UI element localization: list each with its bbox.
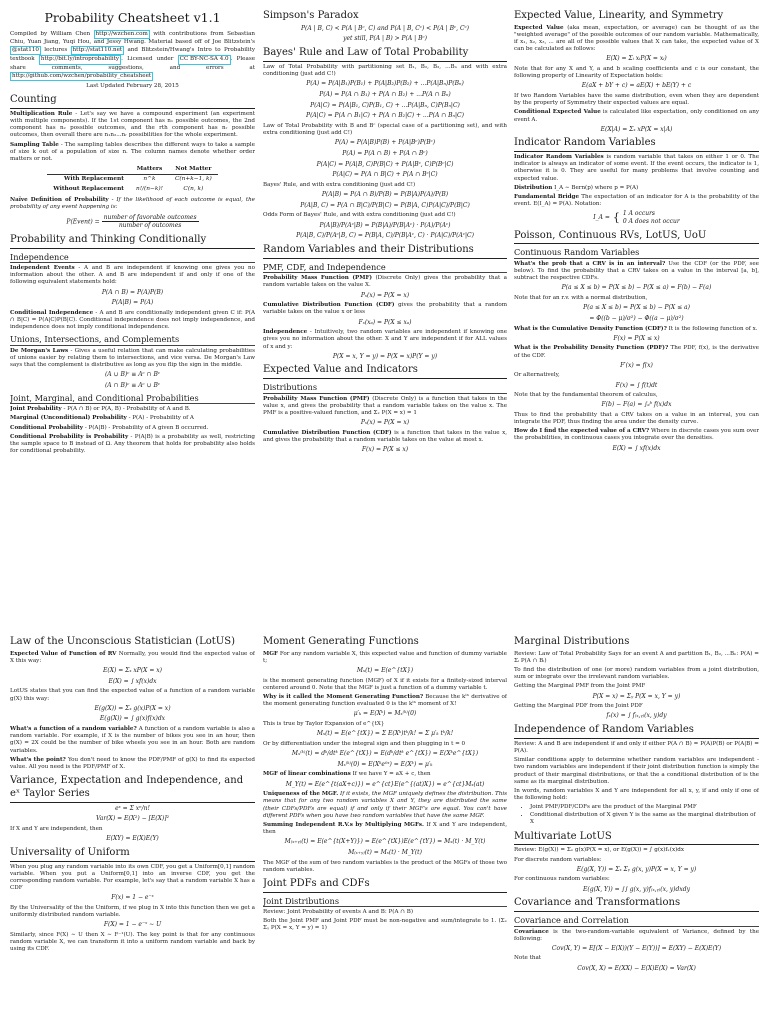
- indep-rv-text-2: Similar conditions apply to determine whether random variables are independent - two random variables are independent if their joint distribution function is simply the product of their marginal distributions, or that the a conditional distribution of is the same as its marginal distribution.: [514, 757, 759, 785]
- crv-eq-3: = Φ((b − μ)/σ²) − Φ((a − μ)/σ²): [589, 314, 684, 322]
- rv-independence: Independence - Intuitively, two random variables are independent if knowing one gives you no information about the other. X and Y are independent if for ALL values of x and y:: [263, 329, 507, 350]
- cov-eq-1: Cov(X, Y) = E[(X − E(X))(Y − E(Y))] = E(XY) − E(X)E(Y): [551, 944, 722, 952]
- section-universality: Universality of Uniform: [10, 847, 255, 862]
- credits: Compiled by William Chen http://wzchen.com with contributions from Sebastian Chiu, Yuan Jiang, Yuqi Hou, and Jessy Hwang. Material based off of Joe Blitzstein's @stat110 lectures http://stat110.net and Blitzstein/Hwang's Intro to Probability textbook http://bit.ly/introprobability . Licensed under CC BY-NC-SA 4.0 . Please share comments, suggestions, and errors at http://github.com/wzchen/probability_cheatsheet: [10, 30, 255, 81]
- column-bottom-middle: [263, 632, 507, 1020]
- marginal-eq-2: fₓ(x) = ∫ f₍ₓ,ᵧ₎(x, y)dy: [606, 712, 667, 720]
- crv-eq-6: F(x) = ∫ f(t)dt: [615, 381, 658, 389]
- subsection-distributions: Distributions: [263, 382, 507, 394]
- mgf-uniqueness: Uniqueness of the MGF. If it exists, the MGF uniquely defines the distribution. This means that for any two random variables X and Y, they are distributed the same (their CDFs/PDFs are equal) if and only if their MGF's are equal. You can't have different PDFs when you have two random variables that have the same MGF.: [263, 791, 507, 819]
- cdf-eq-2: F(x) = P(X ≤ x): [361, 446, 409, 454]
- lotus-point: What's the point? You don't need to know the PDF/PMF of g(X) to find its expected value. All you need is the PDF/PMF of X.: [10, 756, 255, 770]
- section-lotus: Law of the Unconscious Statistician (LotUS): [10, 636, 235, 647]
- lotus-eq-2: E(X) = ∫ xf(x)dx: [108, 677, 157, 685]
- indep-rv-text-1: Review: A and B are independent if and only if either P(A ∩ B) = P(A)P(B) or P(A|B) = P(A).: [514, 740, 759, 755]
- crv-eq-5: F′(x) = f(x): [620, 361, 653, 369]
- variance-eq-3: E(XY) = E(X)E(Y): [106, 835, 159, 843]
- sampling-table-desc: Sampling Table - The sampling tables describes the different ways to take a sample of size k out of a population of size n. The column names denote whether order matters or not.: [10, 141, 255, 162]
- section-mv-lotus: Multivariate LotUS: [514, 831, 759, 846]
- link-stat110-twitter[interactable]: @stat110: [10, 46, 41, 55]
- normal-note: Note that for an r.v. with a normal distribution,: [514, 295, 648, 302]
- odds-eq-1: P(A|B)/P(Aᶜ|B) = P(B|A)/P(B|Aᶜ) · P(A)/P(Aᶜ): [319, 221, 451, 229]
- mgf-eq-5: Mₓ⁽ᵏ⁾(0) = E(Xᵏe⁰ˣ) = E(Xᵏ) = μ′ₖ: [337, 760, 433, 768]
- subsection-pmf-cdf: PMF, CDF, and Independence: [263, 262, 507, 274]
- lotus-statement: LotUS states that you can find the expected value of a function of a random variable g(X) this way:: [10, 688, 255, 702]
- subsection-cov-corr: Covariance and Correlation: [514, 915, 759, 927]
- mgf-eq-7: M₍ₓ₊ᵧ₎(t) = E(e^{t(X+Y)}) = E(e^{tX})E(e^{tY}) = Mₓ(t) · M_Y(t): [284, 838, 486, 846]
- link-license[interactable]: CC BY-NC-SA 4.0: [178, 55, 231, 64]
- conditional-independence: Conditional Independence - A and B are conditionally independent given C if: P(A ∩ B|C) = P(A|C)P(B|C). Conditional independence does not imply independence, and independence does not imply conditional independence.: [10, 309, 255, 331]
- joint-probability: Joint Probability - P(A ∩ B) or P(A, B) - Probability of A and B.: [10, 406, 191, 413]
- crv-ev-q: How do I find the expected value of a CRV? Where in discrete cases you sum over the probabilities, in continuous cases you integrate over the densities.: [514, 428, 759, 442]
- uniform-text-2: By the Universality of the the Uniform, if we plug in X into this function then we get a uniformly distributed random variable.: [10, 904, 255, 919]
- bayes-eq-2: P(A|B, C) = P(A ∩ B|C)/P(B|C) = P(B|A, C)P(A|C)/P(B|C): [300, 201, 470, 209]
- ftc-text: Note that by the fundamental theorem of calculus,: [514, 392, 658, 399]
- linearity-text: Note that for any X and Y, a and b scaling coefficients and c is our constant, the following property of Linearity of Expectation holds:: [514, 66, 759, 80]
- ltp-eq: P(A) = P(A|B₁)P(B₁) + P(A|B₂)P(B₂) + ...P(A|Bₙ)P(Bₙ): [306, 80, 464, 88]
- cond-prob-is-prob: Conditional Probability is Probability - P(A|B) is a probability as well, restricting the sample space to B instead of Ω. Any theorem that holds for probability also holds for conditional probability.: [10, 433, 255, 455]
- alt-text: Or alternatively,: [514, 372, 560, 379]
- link-github[interactable]: http://github.com/wzchen/probability_cheatsheet: [10, 72, 153, 81]
- indep-rv-text-3: In words, random variables X and Y are independent for all x, y, if and only if one of the following hold:: [514, 787, 759, 801]
- section-prob-conditional: Probability and Thinking Conditionally: [10, 234, 255, 249]
- table-row: Without Replacement n!/(n−k)! C(n, k): [53, 185, 204, 192]
- subsection-joint-marginal: Joint, Marginal, and Conditional Probabilities: [10, 393, 255, 405]
- cdf-eq: Fₓ(xₐ) = P(X ≤ xₐ): [358, 318, 412, 326]
- marginal-text-1: Review: Law of Total Probability Says for an event A and partition B₁, B₂, ...Bₙ: P(A) = Σᵢ P(A ∩ Bᵢ): [514, 650, 759, 664]
- ltp-desc: Law of Total Probability with partitioning set B₁, B₂, B₃, ...Bₙ and with extra conditioning (just add C!): [263, 63, 507, 78]
- ltp2-eq: P(A) = P(A ∩ B) + P(A ∩ Bᶜ): [342, 149, 428, 157]
- indicator-distribution: Distribution I_A ∼ Bern(p) where p = P(A): [514, 184, 639, 191]
- variance-eq-2: Var(X) = E(X²) − [E(X)]²: [95, 815, 170, 823]
- mgf-eq-2: μ′ₖ = E(Xᵏ) = Mₓ⁽ᵏ⁾(0): [353, 710, 417, 718]
- uniform-text-3: Similarly, since F(X) ∼ U then X ∼ F⁻¹(U). The key point is that for any continuous random variable X, we can transform it into a uniform random variable and back by using its CDF.: [10, 931, 255, 953]
- odds-desc: Odds Form of Bayes' Rule, and with extra conditioning (just add C!): [263, 212, 456, 219]
- crv-eq-4: F(x) = P(X ≤ x): [613, 334, 660, 342]
- mv-lotus-eq-1: E(g(X, Y)) = Σₓ Σᵧ g(x, y)P(X = x, Y = y): [576, 865, 697, 873]
- mgf-text-2: is the moment generating function (MGF) of X if it exists for a finitely-sized interval centered around 0. Note that the MGF is just a function of a dummy variable t.: [263, 677, 507, 691]
- simpson-eq-2: yet still, P(A | B) > P(A | Bᶜ): [343, 35, 427, 43]
- crv-eq-1: P(a ≤ X ≤ b) = P(X ≤ b) − P(X ≤ a) = F(b) − F(a): [561, 284, 712, 292]
- ltp2-eq: P(A|C) = P(A|B, C)P(B|C) + P(A|Bᶜ, C)P(Bᶜ|C): [316, 160, 454, 168]
- function-of-rv: What's a function of a random variable? A function of a random variable is also a random variable. For example, if X is the number of bikes you see in an hour, then g(X) = 2X could be the number of bike wheels you see in an hour. Both are random variables.: [10, 726, 255, 754]
- marginal-text-3: Getting the Marginal PMF from the Joint PMF: [514, 683, 646, 690]
- cov-eq-2: Cov(X, X) = E(XX) − E(X)E(X) = Var(X): [577, 964, 696, 972]
- section-variance: Variance, Expectation and Independence, and eˣ Taylor Series: [10, 775, 255, 803]
- marginal-text-4: Getting the Marginal PDF from the Joint PDF: [514, 703, 643, 710]
- page-title: Probability Cheatsheet v1.1: [44, 10, 221, 25]
- covariance-def: Covariance is the two-random-variable equivalent of Variance, defined by the following:: [514, 928, 759, 942]
- mgf-eq-4: Mₓ⁽ᵏ⁾(t) = dᵏ/dtᵏ E(e^{tX}) = E(dᵏ/dtᵏ e^{tX}) = E(Xᵏe^{tX}): [291, 750, 479, 758]
- lotus-eq-3: E(g(X)) = Σₓ g(x)P(X = x): [94, 704, 171, 712]
- naive-formula: P(Event) = $\frac{\text{number of favorable outcomes}}{\text{number of outcomes}}$: [66, 213, 197, 230]
- cov-note: Note that: [514, 955, 542, 962]
- section-covariance: Covariance and Transformations: [514, 897, 759, 912]
- cdf-q: What is the Cumulative Density Function (CDF)? It is the following function of x.: [514, 325, 758, 332]
- odds-eq-2: P(A|B, C)/P(Aᶜ|B, C) = P(B|A, C)/P(B|Aᶜ, C) · P(A|C)/P(Aᶜ|C): [296, 232, 474, 240]
- section-marginal: Marginal Distributions: [514, 636, 630, 647]
- pdf-q: What is the Probability Density Function (PDF)? The PDF, f(x), is the derivative of the CDF.: [514, 345, 759, 359]
- uniform-text-1: When you plug any random variable into its own CDF, you get a Uniform[0,1] random variable. When you put a Uniform[0,1] into an inverse CDF, you get the corresponding random variable. For example, let's say that a random variable X has a CDF: [10, 863, 255, 892]
- cdf-def: Cumulative Distribution Function (CDF) gives the probability that a random variable takes on the value x or less: [263, 302, 507, 316]
- independent-events: Independent Events - A and B are independent if knowing one gives you no information about the other. A and B are independent if and only if one of the following equivalent statements hold:: [10, 265, 255, 286]
- marginal-text-2: To find the distribution of one (or more) random variables from a joint distribution, sum or integrate over the irrelevant random variables.: [514, 667, 759, 681]
- mgf-sum: Summing Independent R.V.s by Multiplying MGFs. If X and Y are independent, then: [263, 821, 507, 836]
- table-row: With Replacement n^k C(n+k−1, k): [63, 176, 212, 183]
- mv-lotus-text-1: Review: E(g(X)) = Σₓ g(x)P(X = x), or E(g(X)) = ∫ g(x)fₓ(x)dx: [514, 847, 685, 854]
- conditional-ev: Conditional Expected Value is calculated like expectation, only conditioned on any event A.: [514, 109, 759, 123]
- link-introprobability[interactable]: http://bit.ly/introprobability: [39, 55, 121, 64]
- pmf-eq: Pₓ(x) = P(X = x): [360, 291, 410, 299]
- section-bayes: Bayes' Rule and Law of Total Probability: [263, 47, 507, 62]
- mv-lotus-eq-2: E(g(X, Y)) = ∫∫ g(x, y)f₍ₓ,ᵧ₎(x, y)dxdy: [583, 885, 690, 893]
- mgf-eq-8: M₍ₓ₊ᵧ₎(t) = Mₓ(t) · M_Y(t): [348, 848, 422, 856]
- crv-eq-8: E(X) = ∫ xf(x)dx: [612, 444, 661, 452]
- variance-eq-1: eˣ = Σ xⁿ/n!: [115, 804, 150, 812]
- cdf-def-2: Cumulative Distribution Function (CDF) is a function that takes in the value x, and gives the probability that a random variable takes on the value at most x.: [263, 429, 507, 443]
- last-updated: Last Updated February 28, 2015: [86, 82, 179, 89]
- mgf-diff: Or by differentiation under the integral sign and then plugging in t = 0: [263, 740, 466, 747]
- joint-text-1: Review: Joint Probability of events A and B: P(A ∩ B): [263, 909, 414, 916]
- crv-interval-q: What's the prob that a CRV is in an interval? Use the CDF (or the PDF, see below). To find the probability that a CRV takes on a value in the interval [a, b], subtract the respective CDFs.: [514, 260, 759, 282]
- section-poisson-crv: Poisson, Continuous RVs, LotUS, UoU: [514, 230, 759, 245]
- section-ev-linearity: Expected Value, Linearity, and Symmetry: [514, 10, 724, 21]
- conditional-probability: Conditional Probability - P(A|B) - Probability of A given B occurred.: [10, 424, 209, 431]
- column-top-right: [514, 6, 759, 606]
- mgf-eq-6: M_Y(t) = E(e^{t(aX+c)}) = e^{ct}E(e^{(at)X}) = e^{ct}Mₓ(at): [285, 780, 485, 788]
- de-morgans-laws: De Morgan's Laws - Gives a useful relation that can make calculating probabilities of unions easier by relating them to intersections, and vice versa. De Morgan's Law says that the complement is distributive as long as you flip the sign in the middle.: [10, 347, 255, 369]
- ltp-eq: P(A|C) = P(A ∩ B₁|C) + P(A ∩ B₂|C) + ...P(A ∩ Bₙ|C): [306, 112, 464, 120]
- mgf-why: Why is it called the Moment Generating Function? Because the kᵗʰ derivative of the moment generating function evaluated 0 is the kᵗʰ moment of X!: [263, 694, 507, 708]
- section-rv-distributions: Random Variables and their Distributions: [263, 244, 507, 259]
- ev-eq-1: E(X) = Σᵢ xᵢP(X = xᵢ): [606, 55, 667, 63]
- ltp2-eq: P(A|C) = P(A ∩ B|C) + P(A ∩ Bᶜ|C): [332, 171, 438, 179]
- multiplication-rule: Multiplication Rule - Let's say we have a compound experiment (an experiment with multiple components). If the 1st component has n₁ possible outcomes, the 2nd component has n₂ possible outcomes, and the rth component has nᵣ possible outcomes, then overall there are n₁n₂...nᵣ possibilities for the whole experiment.: [10, 110, 255, 139]
- column-top-middle: [263, 6, 507, 606]
- list-item: • Joint PMF/PDF/CDFs are the product of the Marginal PMF: [530, 804, 759, 811]
- column-bottom-left: [10, 632, 255, 1020]
- naive-definition: Naïve Definition of Probability - If the likelihood of each outcome is equal, the probability of any event happening is:: [10, 197, 255, 211]
- mgf-eq-1: Mₓ(t) = E(e^{tX}): [356, 667, 414, 675]
- mgf-def: MGF For any random variable X, this expected value and function of dummy variable t;: [263, 650, 507, 664]
- subsection-independence: Independence: [10, 252, 255, 264]
- pmf-def-2: Probability Mass Function (PMF) (Discrete Only) is a function that takes in the value x, and gives the probability that a random variable takes on the value x. The PMF is a positive-valued function, and Σₓ P(X = x) = 1: [263, 395, 507, 416]
- section-simpsons: Simpson's Paradox: [263, 10, 359, 21]
- section-counting: Counting: [10, 94, 255, 109]
- crv-eq-2: P(a ≤ X ≤ b) = P(X ≤ b) − P(X ≤ a): [583, 304, 690, 312]
- ltp-eq: P(A) = P(A ∩ B₁) + P(A ∩ B₂) + ...P(A ∩ Bₙ): [319, 90, 451, 98]
- list-item: • Conditional distribution of X given Y is the same as the marginal distribution of X: [530, 812, 759, 826]
- indep-eq-1: P(A ∩ B) = P(A)P(B): [101, 288, 164, 296]
- mv-lotus-text-3: For continuous random variables:: [514, 876, 610, 883]
- uniform-eq-1: F(x) = 1 − e⁻ˣ: [111, 894, 154, 902]
- lotus-eq-1: E(X) = Σₓ xP(X = x): [102, 667, 163, 675]
- simpson-eq-1: P(A | B, C) < P(A | Bᶜ, C) and P(A | B, Cᶜ) < P(A | Bᶜ, Cᶜ): [300, 24, 470, 32]
- indicator-cases: I_A = { 1 A occurs 0 A does not occur: [593, 210, 680, 225]
- rv-indep-eq: P(X = x, Y = y) = P(X = x)P(Y = y): [332, 352, 438, 360]
- demorgan-eq-2: (A ∩ B)ᶜ ≡ Aᶜ ∪ Bᶜ: [104, 382, 161, 390]
- pmf-eq-2: Pₓ(x) = P(X = x): [360, 419, 410, 427]
- lotus-eq-4: E(g(X)) = ∫ g(x)f(x)dx: [99, 715, 166, 723]
- link-stat110[interactable]: http://stat110.net: [71, 46, 125, 55]
- bayes-desc: Bayes' Rule, and with extra conditioning (just add C!): [263, 181, 416, 188]
- demorgan-eq-1: (A ∪ B)ᶜ ≡ Aᶜ ∩ Bᶜ: [104, 371, 161, 379]
- mv-lotus-text-2: For discrete random variables:: [514, 856, 602, 863]
- mgf-end: The MGF of the sum of two random variables is the product of the MGFs of those two random variables.: [263, 859, 507, 873]
- fundamental-bridge: Fundamental Bridge The expectation of an indicator for A is the probability of the event. E(I_A) = P(A). Notation:: [514, 193, 759, 208]
- pmf-def: Probability Mass Function (PMF) (Discrete Only) gives the probability that a random variable takes on the value X.: [263, 275, 507, 289]
- symmetry-text: If two Random Variables have the same distribution, even when they are dependent by the property of Symmetry their expected values are equal.: [514, 93, 759, 107]
- section-indicator: Indicator Random Variables: [514, 137, 759, 152]
- uniform-eq-2: F(X) = 1 − e⁻ˣ ∼ U: [103, 921, 162, 929]
- subsection-crv: Continuous Random Variables: [514, 247, 759, 259]
- column-bottom-right: [514, 632, 759, 1020]
- link-wzchen[interactable]: http://wzchen.com: [94, 30, 150, 39]
- joint-text-2: Both the Joint PMF and Joint PDF must be non-negative and sum/integrate to 1. (Σₓ Σᵧ P(X = x, Y = y) = 1): [263, 918, 507, 932]
- section-mgf: Moment Generating Functions: [263, 636, 419, 647]
- ev-eq-3: E(X|A) = Σₓ xP(X = x|A): [600, 125, 673, 133]
- subsection-joint-dist: Joint Distributions: [263, 896, 507, 908]
- section-ev-indicators: Expected Value and Indicators: [263, 364, 507, 379]
- subsection-unions: Unions, Intersections, and Complements: [10, 334, 255, 346]
- indicator-def: Indicator Random Variables is random variable that takes on either 1 or 0. The indicator is always an indicator of some event. If the event occurs, the indicator is 1, otherwise it is 0. They are useful for many problems that involve counting and expected value.: [514, 154, 759, 182]
- ltp2-desc: Law of Total Probability with B and Bᶜ (special case of a partitioning set), and with extra conditioning (just add C!): [263, 122, 507, 137]
- indep-rv-bullets: [530, 804, 759, 826]
- marginal-eq-1: P(X = x) = Σᵧ P(X = x, Y = y): [592, 692, 681, 700]
- indep-eq-2: P(A|B) = P(A): [111, 299, 154, 307]
- variance-indep: If X and Y are independent, then: [10, 825, 103, 832]
- mgf-taylor: This is true by Taylor Expansion of e^{tX}: [263, 721, 385, 728]
- ev-eq-2: E(aX + bY + c) = aE(X) + bE(Y) + c: [581, 82, 692, 90]
- marginal-probability: Marginal (Unconditional) Probability - P(A) - Probability of A: [10, 415, 194, 422]
- ltp-eq: P(A|C) = P(A|B₁, C)P(B₁, C) + ...P(A|Bₙ, C)P(Bₙ|C): [310, 101, 460, 109]
- crv-eq-7: F(b) − F(a) = ∫ₐᵇ f(x)dx: [601, 401, 672, 409]
- section-joint-pdf: Joint PDFs and CDFs: [263, 878, 507, 893]
- ftc2-text: Thus to find the probability that a CRV takes on a value in an interval, you can integrate the PDF, thus finding the area under the density curve.: [514, 412, 759, 426]
- sampling-table: Matters Not Matter With Replacement n^k C(n+k−1, k) Without Replacement n!/(n−k)! C(n, k): [47, 165, 218, 194]
- expected-value-def: Expected Value (aka mean, expectation, or average) can be thought of as the "weighted average" of the possible outcomes of our random variable. Mathematically, if x₁, x₂, x₃, ... are all of the possible values that X can take, the expected value of X can be calculated as follows:: [514, 24, 759, 53]
- ltp2-eq: P(A) = P(A|B)P(B) + P(A|Bᶜ)P(Bᶜ): [334, 139, 436, 147]
- mgf-eq-3: Mₓ(t) = E(e^{tX}) = Σ E(Xᵏ)tᵏ/k! = Σ μ′ₖ tᵏ/k!: [316, 730, 454, 738]
- ev-function-rv: Expected Value of Function of RV Normally, you would find the expected value of X this way:: [10, 650, 255, 664]
- bayes-eq-1: P(A|B) = P(A ∩ B)/P(B) = P(B|A)P(A)/P(B): [321, 191, 449, 199]
- column-top-left: [10, 6, 255, 606]
- section-indep-rv: Independence of Random Variables: [514, 724, 759, 739]
- mgf-linear: MGF of linear combinations If we have Y = aX + c, then: [263, 771, 431, 778]
